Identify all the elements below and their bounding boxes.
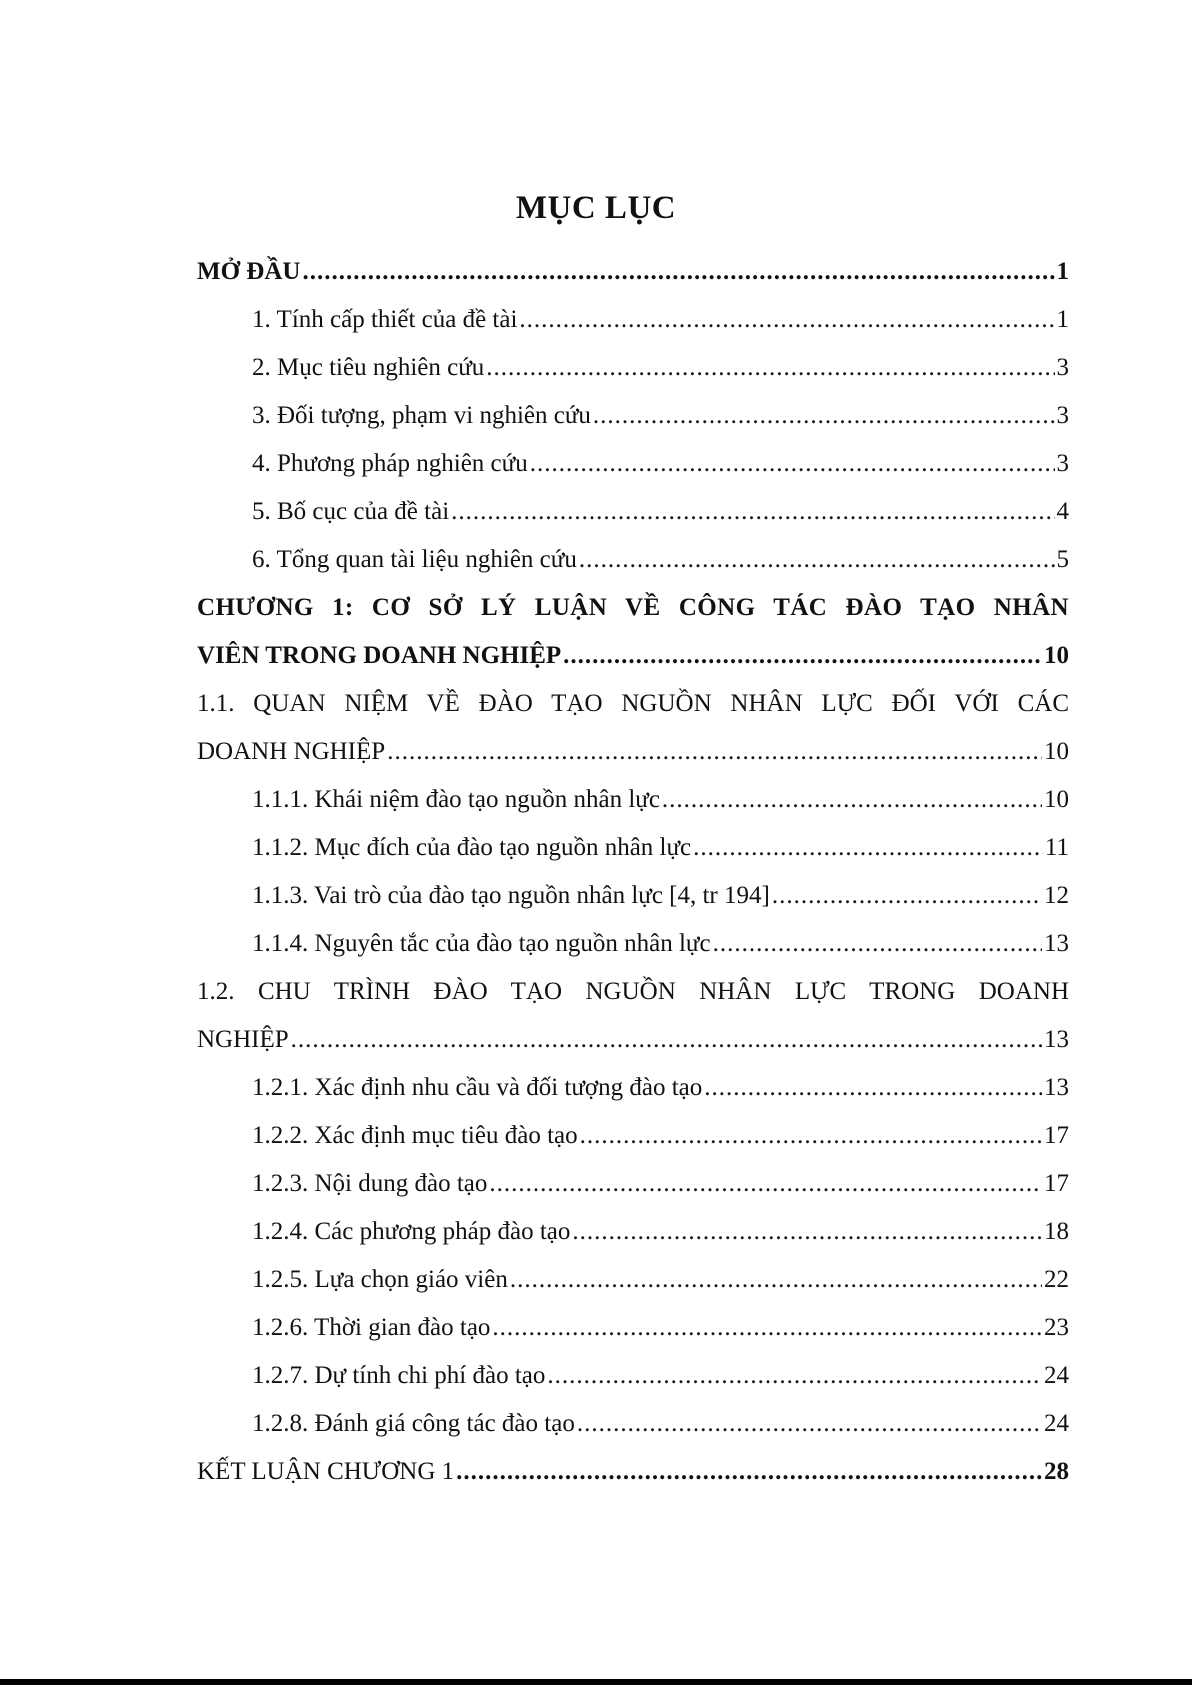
toc-entry-label: 1.1.4. Nguyên tắc của đào tạo nguồn nhân lực: [252, 930, 711, 957]
toc-entry-1-1-3[interactable]: [197, 872, 1069, 920]
toc-entry-page: 24: [1044, 1410, 1069, 1437]
toc-entry-page: 3: [1056, 450, 1069, 477]
toc-entry-1-2-5[interactable]: [197, 1256, 1069, 1304]
toc-entry-chapter-1[interactable]: [197, 584, 1069, 680]
toc-entry-2[interactable]: [197, 344, 1069, 392]
dot-leader: [772, 872, 1042, 920]
toc-entry-label: 2. Mục tiêu nghiên cứu: [252, 354, 485, 381]
toc-entry-label-line2: NGHIỆP: [197, 1026, 289, 1053]
toc-entry-label: 1.2.6. Thời gian đào tạo: [252, 1314, 491, 1341]
dot-leader: [510, 1256, 1042, 1304]
dot-leader: [547, 1352, 1042, 1400]
dot-leader: [456, 1448, 1042, 1496]
toc-entry-page: 4: [1056, 498, 1069, 525]
toc-entry-page: 22: [1044, 1266, 1069, 1293]
toc-entry-label: 1.2.7. Dự tính chi phí đào tạo: [252, 1362, 546, 1389]
toc-entry-mo-dau[interactable]: [197, 248, 1069, 296]
dot-leader: [713, 920, 1042, 968]
dot-leader: [291, 1016, 1042, 1064]
dot-leader: [451, 488, 1054, 536]
toc-entry-label: 3. Đối tượng, phạm vi nghiên cứu: [252, 402, 591, 429]
toc-entry-label-line2: DOANH NGHIỆP: [197, 738, 386, 765]
toc-entry-label: MỞ ĐẦU: [197, 258, 301, 285]
table-of-contents: [197, 248, 1069, 1496]
toc-entry-1-2-4[interactable]: [197, 1208, 1069, 1256]
toc-entry-1-2[interactable]: [197, 968, 1069, 1064]
dot-leader: [563, 632, 1042, 680]
toc-entry-5[interactable]: [197, 488, 1069, 536]
dot-leader: [302, 248, 1054, 296]
toc-entry-label: 1.1.1. Khái niệm đào tạo nguồn nhân lực: [252, 786, 660, 813]
toc-entry-1-2-1[interactable]: [197, 1064, 1069, 1112]
toc-entry-label: 1.1.3. Vai trò của đào tạo nguồn nhân lực [4, tr 194]: [252, 882, 770, 909]
toc-entry-label: 1.2.4. Các phương pháp đào tạo: [252, 1218, 571, 1245]
toc-entry-1-1-4[interactable]: [197, 920, 1069, 968]
toc-entry-label: 1.2.1. Xác định nhu cầu và đối tượng đào tạo: [252, 1074, 703, 1101]
toc-entry-1-2-3[interactable]: [197, 1160, 1069, 1208]
toc-entry-1[interactable]: [197, 296, 1069, 344]
toc-entry-page: 17: [1044, 1122, 1069, 1149]
toc-entry-label: 1.2.3. Nội dung đào tạo: [252, 1170, 488, 1197]
dot-leader: [693, 824, 1043, 872]
toc-entry-page: 24: [1044, 1362, 1069, 1389]
toc-entry-page: 23: [1044, 1314, 1069, 1341]
toc-entry-page: 10: [1044, 786, 1069, 813]
toc-entry-page: 1: [1056, 306, 1069, 333]
toc-entry-page: 5: [1056, 546, 1069, 573]
toc-entry-page: 3: [1056, 354, 1069, 381]
toc-entry-page: 12: [1044, 882, 1069, 909]
toc-entry-label-line2: VIÊN TRONG DOANH NGHIỆP: [197, 642, 562, 669]
toc-entry-1-2-6[interactable]: [197, 1304, 1069, 1352]
toc-entry-3[interactable]: [197, 392, 1069, 440]
dot-leader: [593, 392, 1055, 440]
dot-leader: [579, 536, 1055, 584]
dot-leader: [577, 1400, 1042, 1448]
toc-entry-1-2-7[interactable]: [197, 1352, 1069, 1400]
toc-entry-label: 1.1.2. Mục đích của đào tạo nguồn nhân lực: [252, 834, 692, 861]
dot-leader: [580, 1112, 1042, 1160]
dot-leader: [519, 296, 1054, 344]
toc-entry-label: 1. Tính cấp thiết của đề tài: [252, 306, 518, 333]
dot-leader: [704, 1064, 1042, 1112]
toc-entry-label-line1: CHƯƠNG 1: CƠ SỞ LÝ LUẬN VỀ CÔNG TÁC ĐÀO TẠO NHÂN: [197, 594, 1069, 621]
toc-entry-6[interactable]: [197, 536, 1069, 584]
toc-entry-page: 28: [1044, 1458, 1069, 1485]
toc-entry-label-line1: 1.1. QUAN NIỆM VỀ ĐÀO TẠO NGUỒN NHÂN LỰC ĐỐI VỚI CÁC: [197, 690, 1069, 717]
toc-entry-label: KẾT LUẬN CHƯƠNG 1: [197, 1458, 455, 1485]
toc-entry-page: 17: [1044, 1170, 1069, 1197]
dot-leader: [486, 344, 1054, 392]
toc-entry-page: 10: [1044, 642, 1069, 669]
toc-entry-1-1-1[interactable]: [197, 776, 1069, 824]
toc-entry-label: 1.2.2. Xác định mục tiêu đào tạo: [252, 1122, 578, 1149]
dot-leader: [492, 1304, 1042, 1352]
page-title: MỤC LỤC: [515, 190, 677, 226]
toc-entry-page: 11: [1044, 834, 1069, 861]
dot-leader: [572, 1208, 1042, 1256]
toc-entry-label: 4. Phương pháp nghiên cứu: [252, 450, 528, 477]
dot-leader: [387, 728, 1042, 776]
toc-entry-label-line1: 1.2. CHU TRÌNH ĐÀO TẠO NGUỒN NHÂN LỰC TRONG DOANH: [197, 978, 1069, 1005]
toc-entry-page: 13: [1044, 930, 1069, 957]
toc-entry-page: 13: [1044, 1026, 1069, 1053]
toc-entry-label: 1.2.5. Lựa chọn giáo viên: [252, 1266, 508, 1293]
toc-entry-4[interactable]: [197, 440, 1069, 488]
toc-entry-1-2-2[interactable]: [197, 1112, 1069, 1160]
dot-leader: [662, 776, 1042, 824]
toc-entry-label: 6. Tổng quan tài liệu nghiên cứu: [252, 546, 577, 573]
toc-entry-label: 5. Bố cục của đề tài: [252, 498, 450, 525]
bottom-edge-bar: [0, 1679, 1192, 1685]
toc-entry-ket-luan-chuong-1[interactable]: [197, 1448, 1069, 1496]
dot-leader: [530, 440, 1055, 488]
toc-entry-page: 1: [1056, 258, 1069, 285]
toc-entry-label: 1.2.8. Đánh giá công tác đào tạo: [252, 1410, 575, 1437]
toc-entry-page: 13: [1044, 1074, 1069, 1101]
toc-entry-page: 18: [1044, 1218, 1069, 1245]
toc-entry-1-2-8[interactable]: [197, 1400, 1069, 1448]
toc-entry-page: 10: [1044, 738, 1069, 765]
toc-entry-page: 3: [1056, 402, 1069, 429]
toc-entry-1-1[interactable]: [197, 680, 1069, 776]
dot-leader: [489, 1160, 1042, 1208]
toc-entry-1-1-2[interactable]: [197, 824, 1069, 872]
